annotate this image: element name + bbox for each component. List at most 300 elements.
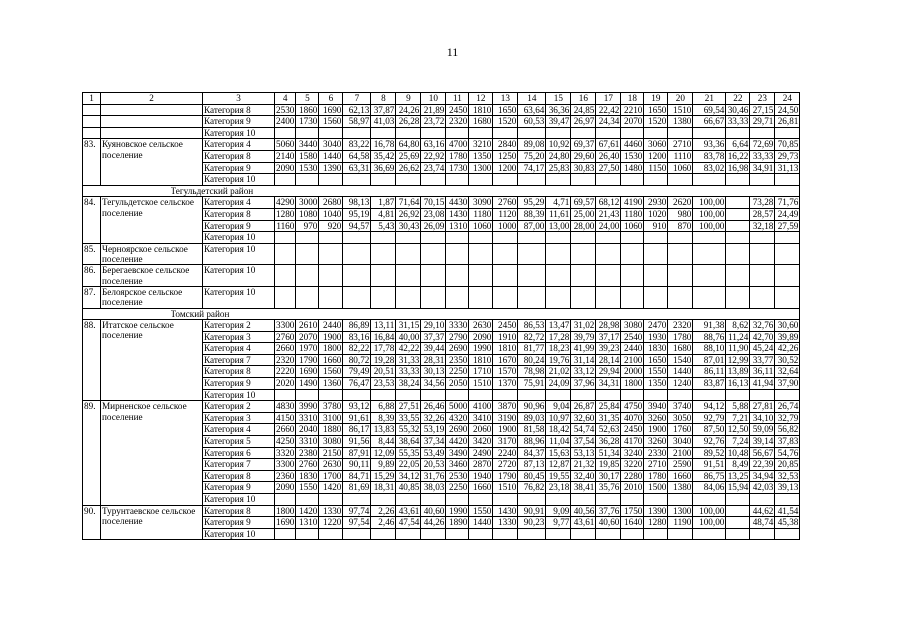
value-cell: 42,03 xyxy=(750,482,775,494)
value-cell: 30,13 xyxy=(421,366,446,378)
value-cell: 30,83 xyxy=(571,162,596,174)
value-cell: 23,08 xyxy=(421,208,446,220)
column-header: 9 xyxy=(396,93,421,105)
value-cell: 1650 xyxy=(644,104,668,116)
value-cell: 31,14 xyxy=(571,354,596,366)
value-cell: 15,94 xyxy=(727,482,749,493)
column-header: 21 xyxy=(693,93,726,105)
value-cell xyxy=(668,174,693,186)
value-cell: 44,26 xyxy=(421,517,446,529)
value-cell xyxy=(275,265,296,287)
value-cell: 26,40 xyxy=(596,150,621,162)
value-cell: 1650 xyxy=(493,104,518,116)
page-number: 11 xyxy=(446,45,459,59)
value-cell xyxy=(371,265,396,287)
value-cell: 1680 xyxy=(469,116,493,128)
column-header: 7 xyxy=(343,93,371,105)
value-cell: 16,98 xyxy=(727,162,749,173)
value-cell xyxy=(296,174,319,186)
value-cell: 91,56 xyxy=(343,436,371,448)
value-cell xyxy=(469,265,493,287)
value-cell: 60,53 xyxy=(518,116,546,128)
value-cell: 1180 xyxy=(621,208,644,220)
value-cell: 89,03 xyxy=(518,412,546,424)
value-cell: 15,63 xyxy=(546,447,571,459)
value-cell: 92,76 xyxy=(693,436,726,448)
value-cell: 1880 xyxy=(319,424,343,436)
value-cell: 11,61 xyxy=(546,208,571,220)
value-cell: 3440 xyxy=(296,139,319,151)
value-cell xyxy=(275,174,296,186)
value-cell: 28,00 xyxy=(571,220,596,232)
value-cell: 980 xyxy=(668,208,693,220)
value-cell: 2760 xyxy=(493,197,518,209)
settlement-name xyxy=(101,104,203,116)
value-cell: 64,58 xyxy=(343,150,371,162)
value-cell: 34,56 xyxy=(421,378,446,390)
value-cell: 870 xyxy=(668,220,693,232)
value-cell xyxy=(621,494,644,506)
value-cell: 88,76 xyxy=(693,331,726,343)
value-cell: 2010 xyxy=(621,482,644,494)
value-cell: 3260 xyxy=(644,436,668,448)
value-cell xyxy=(596,389,621,401)
value-cell xyxy=(518,232,546,244)
value-cell: 910 xyxy=(644,220,668,232)
value-cell: 32,64 xyxy=(775,366,800,378)
value-cell xyxy=(493,494,518,506)
value-cell: 53,19 xyxy=(421,424,446,436)
value-cell: 24,85 xyxy=(571,104,596,116)
value-cell: 1430 xyxy=(493,505,518,517)
value-cell xyxy=(343,286,371,308)
category-cell: Категория 9 xyxy=(203,220,275,232)
category-cell: Категория 8 xyxy=(203,470,275,482)
value-cell: 1330 xyxy=(319,505,343,517)
value-cell: 13,83 xyxy=(371,424,396,436)
category-cell: Категория 3 xyxy=(203,331,275,343)
value-cell: 1570 xyxy=(493,366,518,378)
value-cell: 5000 xyxy=(446,401,469,413)
value-cell: 54,74 xyxy=(571,424,596,436)
value-cell: 36,11 xyxy=(750,366,775,378)
value-cell xyxy=(421,389,446,401)
value-cell xyxy=(775,265,800,287)
value-cell: 37,76 xyxy=(596,505,621,517)
value-cell: 33,33 xyxy=(396,366,421,378)
value-cell: 24,09 xyxy=(546,378,571,390)
category-cell: Категория 3 xyxy=(203,412,275,424)
value-cell: 87,01 xyxy=(693,354,726,366)
value-cell: 29,10 xyxy=(421,320,446,332)
settlement-name: Тегульдетское сельское поселение xyxy=(101,197,203,243)
value-cell: 4830 xyxy=(276,401,295,412)
value-cell: 970 xyxy=(296,220,319,232)
value-cell xyxy=(644,265,668,287)
value-cell: 2020 xyxy=(276,378,295,389)
value-cell xyxy=(469,389,493,401)
value-cell xyxy=(621,232,644,244)
value-cell: 18,31 xyxy=(371,482,396,494)
value-cell: 97,74 xyxy=(343,505,371,517)
value-cell: 9,89 xyxy=(371,459,396,471)
value-cell xyxy=(693,265,726,287)
value-cell: 15,29 xyxy=(371,470,396,482)
value-cell: 3090 xyxy=(469,197,493,209)
value-cell: 2240 xyxy=(493,447,518,459)
value-cell: 4700 xyxy=(446,139,469,151)
value-cell xyxy=(493,243,518,265)
value-cell: 42,70 xyxy=(750,331,775,343)
value-cell: 2,26 xyxy=(371,505,396,517)
value-cell xyxy=(693,494,726,506)
column-header: 5 xyxy=(296,93,319,105)
value-cell xyxy=(371,494,396,506)
value-cell xyxy=(693,243,726,265)
value-cell: 17,78 xyxy=(371,343,396,355)
value-cell: 1810 xyxy=(493,343,518,355)
settlement-name: Мирненское сельское поселение xyxy=(101,401,203,505)
value-cell xyxy=(469,494,493,506)
value-cell xyxy=(518,127,546,139)
value-cell xyxy=(596,265,621,287)
value-cell: 2930 xyxy=(644,197,668,209)
value-cell: 1160 xyxy=(276,220,295,231)
value-cell: 90,23 xyxy=(518,517,546,529)
value-cell: 4190 xyxy=(621,197,644,209)
value-cell: 1520 xyxy=(493,116,518,128)
category-cell: Категория 8 xyxy=(203,366,275,378)
value-cell: 91,61 xyxy=(343,412,371,424)
value-cell: 90,96 xyxy=(518,401,546,413)
value-cell: 54,76 xyxy=(775,447,800,459)
value-cell: 1300 xyxy=(469,162,493,174)
value-cell: 1360 xyxy=(319,378,343,390)
value-cell xyxy=(493,265,518,287)
value-cell: 83,02 xyxy=(693,162,726,174)
value-cell: 4430 xyxy=(446,197,469,209)
value-cell: 6,64 xyxy=(726,139,750,151)
value-cell: 1970 xyxy=(296,343,319,355)
value-cell: 3310 xyxy=(296,412,319,424)
value-cell: 9,77 xyxy=(546,517,571,529)
value-cell: 81,77 xyxy=(518,343,546,355)
value-cell xyxy=(644,528,668,540)
value-cell xyxy=(693,127,726,139)
value-cell xyxy=(396,389,421,401)
value-cell xyxy=(319,127,343,139)
settlement-number: 87. xyxy=(83,286,101,308)
value-cell xyxy=(750,286,775,308)
value-cell: 16,22 xyxy=(727,150,749,161)
value-cell: 43,61 xyxy=(396,505,421,517)
value-cell: 86,53 xyxy=(518,320,546,332)
table-row xyxy=(83,286,800,308)
value-cell: 69,57 xyxy=(571,197,596,209)
value-cell: 7,21 xyxy=(726,412,750,424)
value-cell xyxy=(750,174,775,186)
value-cell: 83,78 xyxy=(693,150,726,162)
value-cell: 2630 xyxy=(319,459,343,471)
value-cell: 1860 xyxy=(296,104,319,116)
value-cell xyxy=(371,389,396,401)
value-cell: 24,00 xyxy=(596,220,621,232)
value-cell xyxy=(396,286,421,308)
value-cell: 17,28 xyxy=(546,331,571,343)
value-cell xyxy=(396,494,421,506)
value-cell: 67,61 xyxy=(596,139,621,151)
value-cell: 26,81 xyxy=(775,116,800,128)
category-cell: Категория 10 xyxy=(203,494,275,506)
category-cell: Категория 10 xyxy=(203,232,275,244)
value-cell: 5,43 xyxy=(371,220,396,232)
value-cell: 2100 xyxy=(621,354,644,366)
value-cell: 1550 xyxy=(296,482,319,494)
value-cell: 82,72 xyxy=(518,331,546,343)
value-cell: 4170 xyxy=(621,436,644,448)
value-cell xyxy=(621,286,644,308)
value-cell: 3240 xyxy=(621,447,644,459)
value-cell: 37,34 xyxy=(421,436,446,448)
column-header: 12 xyxy=(469,93,493,105)
value-cell: 1380 xyxy=(668,116,693,128)
value-cell xyxy=(596,494,621,506)
value-cell xyxy=(726,389,750,401)
value-cell: 69,54 xyxy=(693,104,726,116)
value-cell: 1480 xyxy=(621,162,644,174)
value-cell: 1040 xyxy=(319,208,343,220)
value-cell: 32,26 xyxy=(421,412,446,424)
value-cell: 58,97 xyxy=(343,116,371,128)
value-cell: 86,11 xyxy=(693,366,726,378)
value-cell: 1690 xyxy=(319,104,343,116)
value-cell: 30,43 xyxy=(396,220,421,232)
value-cell xyxy=(644,389,668,401)
value-cell: 32,53 xyxy=(775,470,800,482)
value-cell: 38,64 xyxy=(396,436,421,448)
table-row xyxy=(83,197,800,209)
value-cell: 1990 xyxy=(446,505,469,517)
value-cell xyxy=(644,286,668,308)
value-cell: 1890 xyxy=(446,517,469,529)
category-cell: Категория 4 xyxy=(203,139,275,151)
value-cell: 3420 xyxy=(469,436,493,448)
value-cell xyxy=(546,127,571,139)
value-cell: 1660 xyxy=(469,482,493,494)
value-cell xyxy=(571,528,596,540)
value-cell xyxy=(644,174,668,186)
value-cell xyxy=(343,389,371,401)
table-row xyxy=(83,243,800,265)
value-cell: 16,13 xyxy=(727,378,749,389)
value-cell: 51,34 xyxy=(596,447,621,459)
value-cell: 1990 xyxy=(469,343,493,355)
value-cell: 30,52 xyxy=(775,354,800,366)
value-cell: 63,16 xyxy=(421,139,446,151)
value-cell xyxy=(750,127,775,139)
value-cell xyxy=(668,494,693,506)
value-cell: 55,35 xyxy=(396,447,421,459)
value-cell: 1430 xyxy=(446,208,469,220)
value-cell: 1670 xyxy=(493,354,518,366)
value-cell: 1800 xyxy=(276,505,295,516)
value-cell: 2530 xyxy=(276,104,295,115)
value-cell: 31,35 xyxy=(596,412,621,424)
value-cell: 1300 xyxy=(668,505,693,517)
value-cell: 2250 xyxy=(446,366,469,378)
value-cell xyxy=(421,127,446,139)
settlement-name xyxy=(101,127,203,139)
value-cell xyxy=(343,528,371,540)
value-cell: 26,92 xyxy=(396,208,421,220)
value-cell: 80,72 xyxy=(343,354,371,366)
value-cell: 11,90 xyxy=(726,343,750,355)
value-cell: 1110 xyxy=(668,150,693,162)
value-cell: 37,17 xyxy=(596,331,621,343)
value-cell: 2590 xyxy=(668,459,693,471)
value-cell: 3080 xyxy=(621,320,644,332)
value-cell xyxy=(319,174,343,186)
value-cell: 2710 xyxy=(668,139,693,151)
value-cell: 1780 xyxy=(644,470,668,482)
value-cell xyxy=(750,265,775,287)
value-cell: 71,64 xyxy=(396,197,421,209)
value-cell xyxy=(775,232,800,244)
value-cell: 1690 xyxy=(276,517,295,528)
value-cell: 20,85 xyxy=(775,459,800,471)
value-cell: 1250 xyxy=(493,150,518,162)
column-header: 24 xyxy=(775,93,800,105)
value-cell: 39,23 xyxy=(596,343,621,355)
value-cell: 29,73 xyxy=(775,150,800,162)
value-cell xyxy=(668,265,693,287)
value-cell: 55,32 xyxy=(396,424,421,436)
value-cell xyxy=(469,174,493,186)
value-cell xyxy=(726,243,750,265)
value-cell: 16,78 xyxy=(371,139,396,151)
value-cell: 1440 xyxy=(668,366,693,378)
value-cell: 4150 xyxy=(276,412,295,423)
value-cell: 1390 xyxy=(319,162,343,174)
value-cell: 1640 xyxy=(621,517,644,529)
value-cell: 37,87 xyxy=(371,104,396,116)
value-cell: 2660 xyxy=(276,343,295,354)
value-cell: 1020 xyxy=(644,208,668,220)
column-header: 15 xyxy=(546,93,571,105)
value-cell xyxy=(396,127,421,139)
value-cell: 95,19 xyxy=(343,208,371,220)
value-cell: 1280 xyxy=(644,517,668,529)
value-cell xyxy=(343,494,371,506)
value-cell: 38,03 xyxy=(421,482,446,494)
value-cell: 1180 xyxy=(469,208,493,220)
value-cell: 2760 xyxy=(296,459,319,471)
value-cell: 43,61 xyxy=(571,517,596,529)
value-cell: 3040 xyxy=(668,436,693,448)
value-cell: 8,44 xyxy=(371,436,396,448)
value-cell: 42,26 xyxy=(775,343,800,355)
value-cell: 2070 xyxy=(621,116,644,128)
value-cell: 25,00 xyxy=(571,208,596,220)
value-cell: 40,60 xyxy=(421,505,446,517)
value-cell: 3080 xyxy=(319,436,343,448)
value-cell xyxy=(396,174,421,186)
value-cell xyxy=(275,389,296,401)
value-cell: 1310 xyxy=(446,220,469,232)
category-cell: Категория 8 xyxy=(203,104,275,116)
value-cell: 1790 xyxy=(493,470,518,482)
value-cell: 18,42 xyxy=(546,424,571,436)
value-cell: 2000 xyxy=(621,366,644,378)
value-cell: 2,46 xyxy=(371,517,396,529)
value-cell: 24,34 xyxy=(596,116,621,128)
value-cell: 2360 xyxy=(276,470,295,481)
value-cell xyxy=(518,389,546,401)
value-cell: 11,04 xyxy=(546,436,571,448)
value-cell xyxy=(621,265,644,287)
value-cell xyxy=(546,389,571,401)
value-cell: 35,76 xyxy=(596,482,621,494)
value-cell: 19,28 xyxy=(371,354,396,366)
value-cell xyxy=(493,528,518,540)
column-header: 10 xyxy=(421,93,446,105)
value-cell: 32,40 xyxy=(571,470,596,482)
value-cell: 4070 xyxy=(621,412,644,424)
value-cell: 21,43 xyxy=(596,208,621,220)
value-cell: 87,50 xyxy=(693,424,726,436)
value-cell xyxy=(668,528,693,540)
value-cell xyxy=(421,286,446,308)
value-cell: 79,49 xyxy=(343,366,371,378)
value-cell: 3940 xyxy=(644,401,668,413)
value-cell: 31,33 xyxy=(396,354,421,366)
value-cell: 2450 xyxy=(446,104,469,116)
value-cell: 2660 xyxy=(276,424,295,435)
value-cell: 4420 xyxy=(446,436,469,448)
column-header: 2 xyxy=(101,93,203,105)
value-cell: 3040 xyxy=(319,139,343,151)
settlement-number: 86. xyxy=(83,265,101,287)
value-cell xyxy=(596,127,621,139)
value-cell xyxy=(750,389,775,401)
value-cell xyxy=(546,265,571,287)
value-cell xyxy=(446,494,469,506)
value-cell: 1790 xyxy=(296,354,319,366)
value-cell: 6,88 xyxy=(371,401,396,413)
value-cell xyxy=(275,127,296,139)
value-cell: 18,23 xyxy=(546,343,571,355)
column-header: 20 xyxy=(668,93,693,105)
value-cell: 48,74 xyxy=(750,517,775,529)
category-cell: Категория 10 xyxy=(203,528,275,540)
value-cell: 25,83 xyxy=(546,162,571,174)
value-cell xyxy=(421,528,446,540)
value-cell: 1900 xyxy=(644,424,668,436)
table-row xyxy=(83,265,800,287)
value-cell: 20,53 xyxy=(421,459,446,471)
value-cell: 2050 xyxy=(446,378,469,390)
value-cell: 94,57 xyxy=(343,220,371,232)
value-cell: 3260 xyxy=(644,412,668,424)
value-cell: 2450 xyxy=(493,320,518,332)
value-cell: 2140 xyxy=(276,150,295,161)
value-cell xyxy=(493,389,518,401)
value-cell: 1930 xyxy=(644,331,668,343)
value-cell xyxy=(493,127,518,139)
value-cell: 69,37 xyxy=(571,139,596,151)
value-cell: 4100 xyxy=(469,401,493,413)
value-cell: 5,88 xyxy=(726,401,750,413)
